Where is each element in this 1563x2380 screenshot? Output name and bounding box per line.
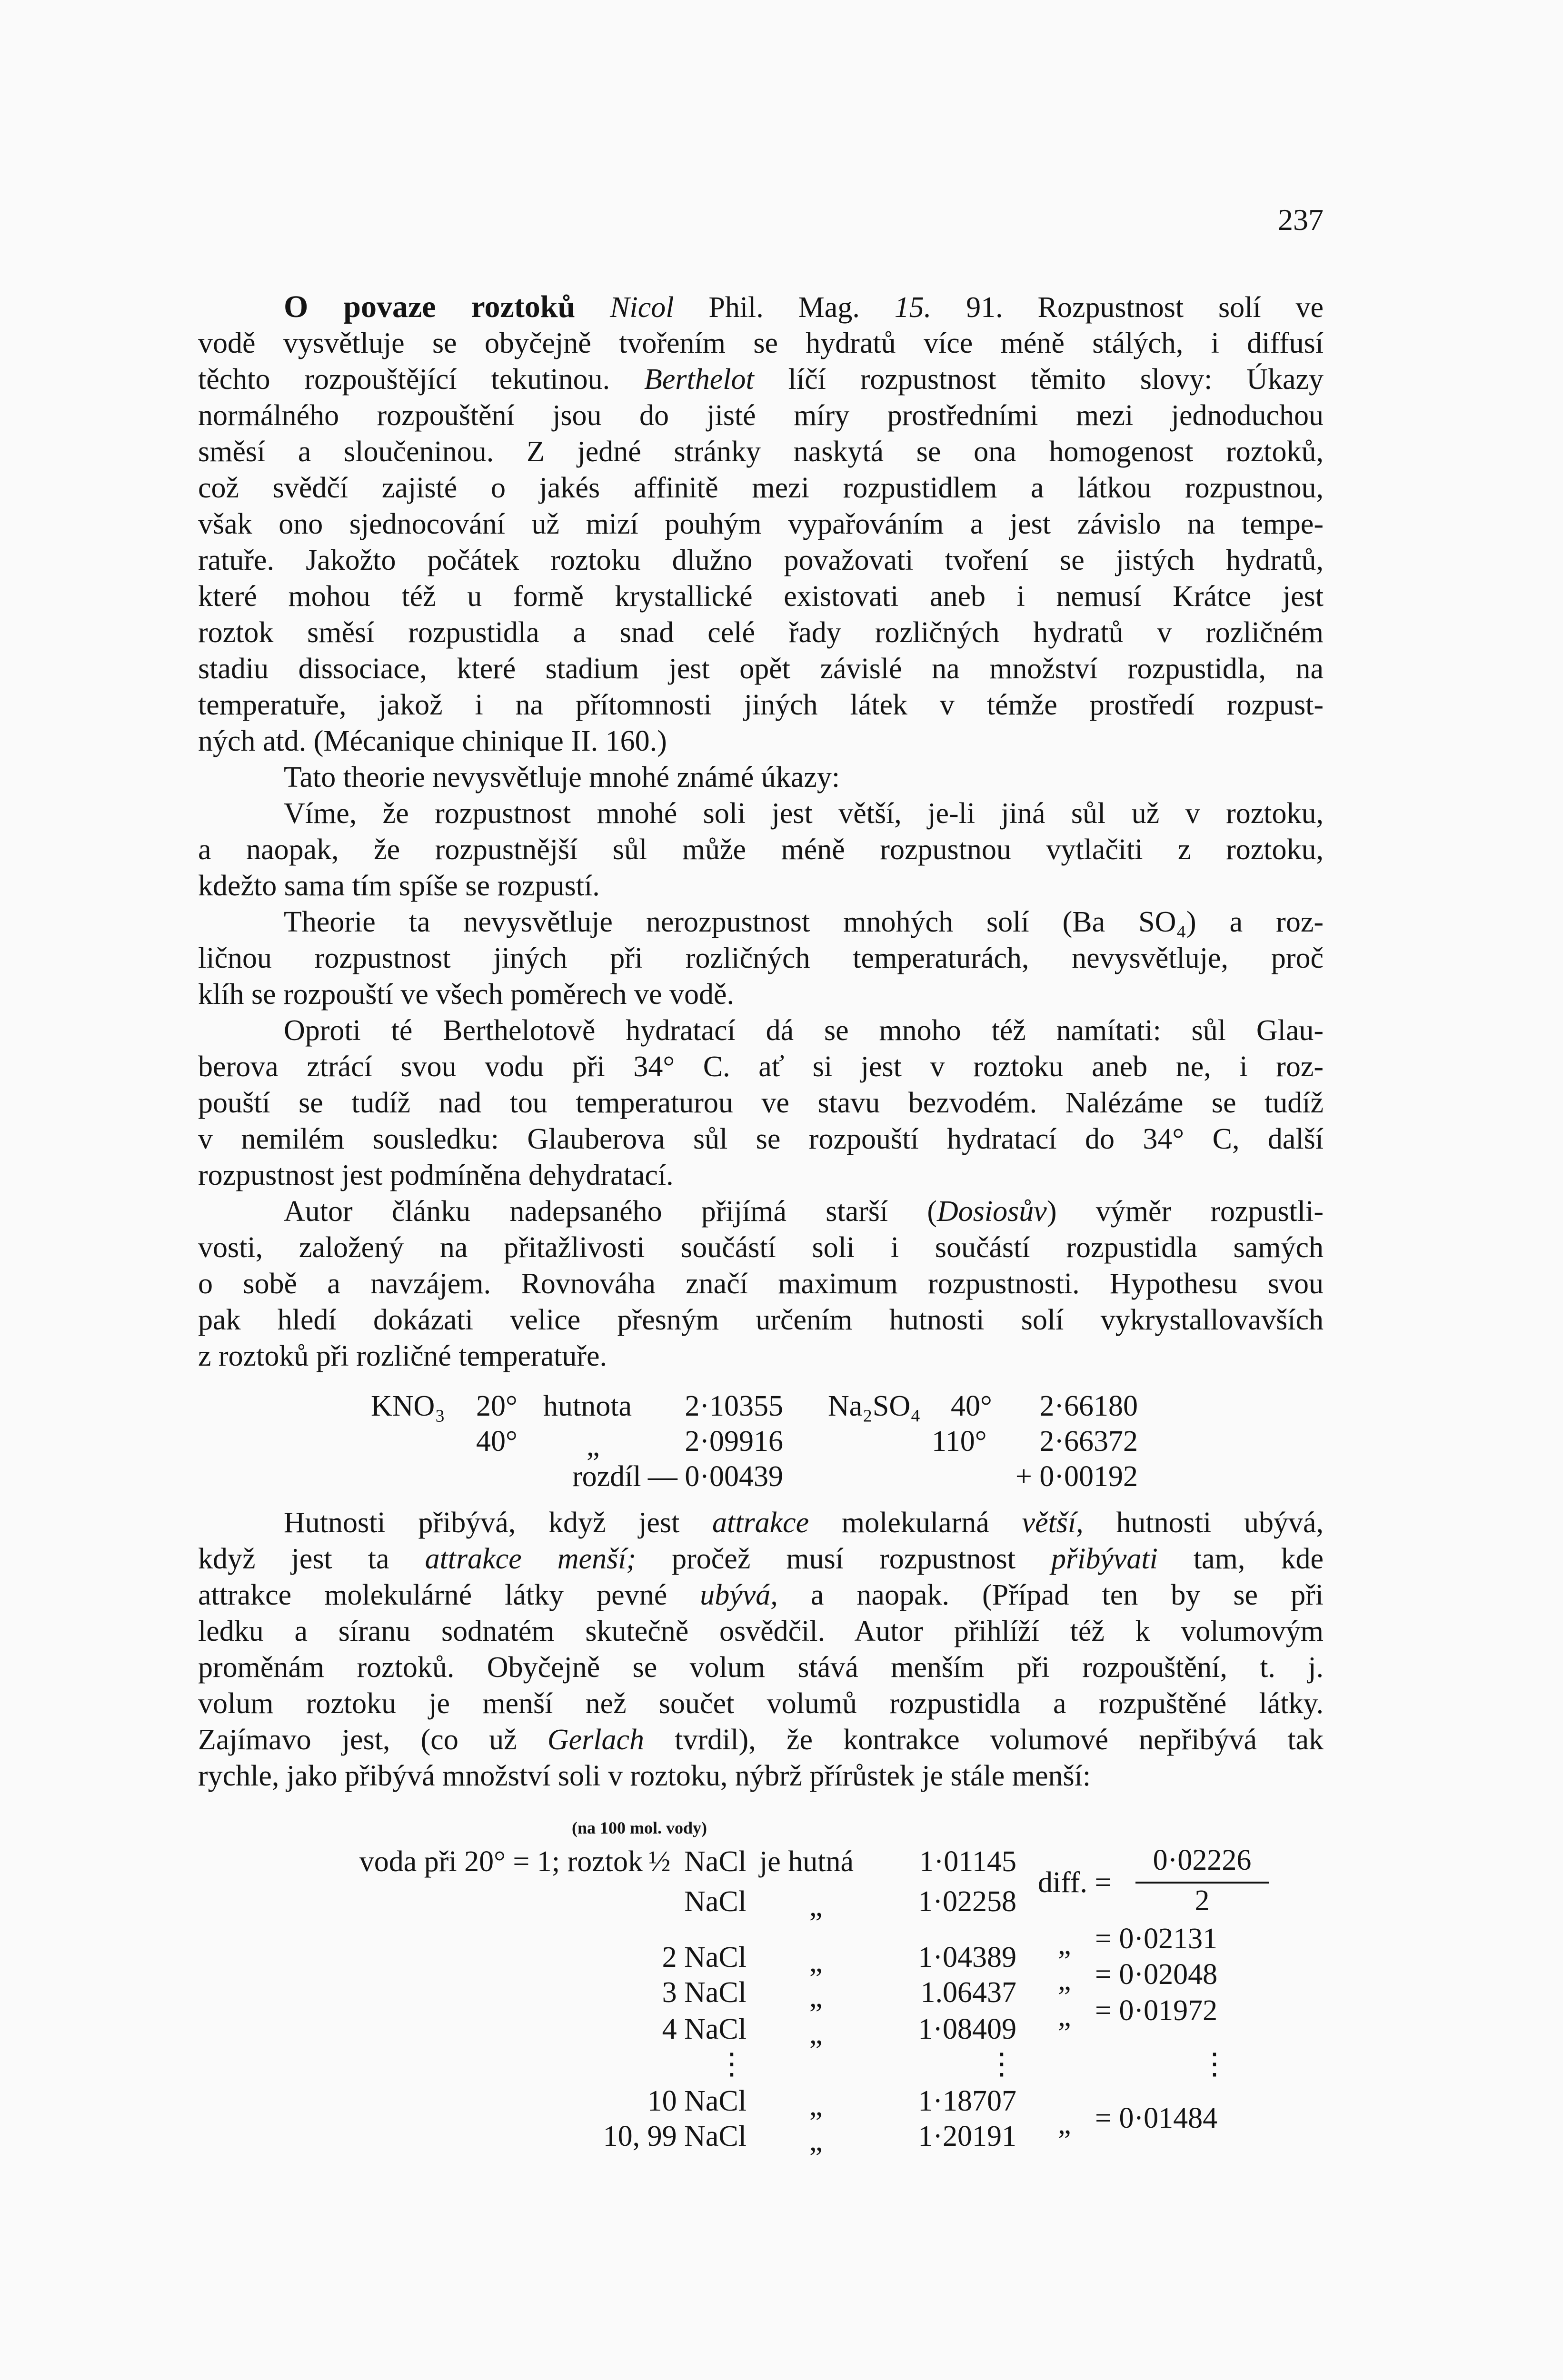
row-amount: 3 NaCl bbox=[662, 1976, 747, 2009]
text-line bbox=[198, 578, 1324, 615]
text-line bbox=[198, 1649, 1324, 1686]
text-line bbox=[198, 1505, 1324, 1541]
text-segment: klíh se rozpouští ve všech poměrech ve vodě. bbox=[198, 978, 734, 1011]
row-density: 1·04389 bbox=[918, 1941, 1016, 1973]
text-segment: rychle, jako přibývá množství soli v roztoku, nýbrž přírůstek je stále menší: bbox=[198, 1760, 1091, 1792]
ditto-mark: „ bbox=[1058, 2108, 1071, 2140]
kno3-ditto: „ bbox=[587, 1430, 600, 1462]
row-amount: 10 NaCl bbox=[647, 2085, 747, 2117]
text-segment: a naopak, že rozpustnější sůl může méně rozpustnou vytlačiti z roztoku, bbox=[198, 833, 1324, 866]
row-density: 1·20191 bbox=[918, 2120, 1016, 2152]
text-line bbox=[198, 1302, 1324, 1338]
emphasis-text: ubývá, bbox=[700, 1579, 778, 1611]
body-text bbox=[198, 289, 1324, 1374]
kno3-diff: — 0·00439 bbox=[647, 1460, 783, 1493]
ditto-mark: „ bbox=[809, 2125, 823, 2157]
text-line bbox=[198, 976, 1324, 1012]
text-segment: ledku a síranu sodnatém skutečně osvědčil. Autor přihlíží též k volumovým bbox=[198, 1615, 1324, 1647]
text-segment: tvrdil), že kontrakce volumové nepřibývá tak bbox=[644, 1724, 1324, 1756]
emphasis-text: Nicol bbox=[610, 291, 674, 324]
text-line bbox=[198, 1121, 1324, 1157]
ditto-mark: „ bbox=[809, 2090, 823, 2122]
text-segment: směsí a sloučeninou. Z jedné stránky naskytá se ona homogenost roztoků, bbox=[198, 436, 1324, 468]
text-segment: však ono sjednocování už mizí pouhým vypařováním a jest závislo na tempe- bbox=[198, 508, 1324, 540]
text-line bbox=[198, 361, 1324, 397]
text-line bbox=[198, 470, 1324, 506]
text-line bbox=[198, 1049, 1324, 1085]
row-amount: 10, 99 NaCl bbox=[603, 2120, 747, 2152]
emphasis-text: přibývati bbox=[1051, 1543, 1158, 1575]
paragraph bbox=[198, 795, 1324, 904]
emphasis-text: attrakce bbox=[712, 1507, 809, 1539]
text-line bbox=[198, 325, 1324, 361]
text-segment: Theorie ta nevysvětluje nerozpustnost mnohých solí (Ba SO₄) a roz- bbox=[284, 906, 1324, 938]
text-line bbox=[198, 1193, 1324, 1230]
row-diff: = 0·01484 bbox=[1095, 2102, 1218, 2134]
text-line bbox=[198, 1338, 1324, 1374]
text-line bbox=[198, 795, 1324, 832]
kno3-value-2: 2·09916 bbox=[685, 1425, 783, 1458]
text-line bbox=[198, 434, 1324, 470]
na2so4-temp-1: 40° bbox=[951, 1390, 992, 1422]
row-density: 1·08409 bbox=[918, 2013, 1016, 2045]
text-segment: pouští se tudíž nad tou temperaturou ve stavu bezvodém. Nalézáme se tudíž bbox=[198, 1087, 1324, 1119]
text-segment: berova ztrácí svou vodu při 34° C. ať si jest v roztoku aneb ne, i roz- bbox=[198, 1051, 1324, 1083]
paragraph bbox=[198, 904, 1324, 1012]
page-number: 237 bbox=[1278, 203, 1324, 237]
text-segment: ) výměr rozpustli- bbox=[1046, 1195, 1324, 1228]
text-segment: v nemilém sousledku: Glauberova sůl se rozpouští hydratací do 34° C, další bbox=[198, 1123, 1324, 1155]
row-diff: = 0·02048 bbox=[1095, 1958, 1218, 1991]
text-segment: attrakce molekulárné látky pevné bbox=[198, 1579, 700, 1611]
row-amount: 4 NaCl bbox=[662, 2013, 747, 2045]
row-density: 1·18707 bbox=[918, 2085, 1016, 2117]
half-fraction: ½ bbox=[648, 1845, 671, 1878]
ditto-mark: „ bbox=[1058, 2000, 1071, 2033]
text-segment: Zajímavo jest, (co už bbox=[198, 1724, 548, 1756]
ditto-mark: „ bbox=[1058, 1928, 1071, 1961]
text-segment: tam, kde bbox=[1157, 1543, 1324, 1575]
diff-label: diff. = bbox=[1038, 1866, 1112, 1899]
na2so4-temp-2: 110° bbox=[932, 1425, 987, 1458]
text-line bbox=[198, 1686, 1324, 1722]
text-segment: Tato theorie nevysvětluje mnohé známé úkazy: bbox=[284, 761, 840, 793]
row-amount: NaCl bbox=[684, 1885, 747, 1918]
kno3-label: hutnota bbox=[543, 1390, 632, 1422]
paragraph-hutnosti bbox=[198, 1505, 1324, 1794]
ditto-mark: „ bbox=[809, 1981, 823, 2013]
table-verb: je hutná bbox=[759, 1845, 854, 1878]
na2so4-diff: + 0·00192 bbox=[1015, 1460, 1138, 1493]
text-segment: vodě vysvětluje se obyčejně tvořením se hydratů více méně stálých, i diffusí bbox=[198, 327, 1324, 359]
text-segment: když jest ta bbox=[198, 1543, 425, 1575]
row-amount: NaCl bbox=[684, 1845, 747, 1878]
text-segment: 91. Rozpustnost solí ve bbox=[931, 291, 1324, 324]
text-line bbox=[198, 289, 1324, 325]
ditto-mark: „ bbox=[809, 1946, 823, 1978]
row-diff: = 0·02131 bbox=[1095, 1923, 1218, 1955]
text-line bbox=[198, 940, 1324, 976]
text-segment: o sobě a navzájem. Rovnováha značí maximum rozpustnosti. Hypothesu svou bbox=[198, 1268, 1324, 1300]
text-line bbox=[198, 1758, 1324, 1794]
kno3-value-1: 2·10355 bbox=[685, 1390, 783, 1422]
ditto-mark: „ bbox=[809, 2018, 823, 2050]
text-line bbox=[198, 723, 1324, 759]
text-line bbox=[198, 1541, 1324, 1577]
text-segment: temperatuře, jakož i na přítomnosti jiných látek v témže prostředí rozpust- bbox=[198, 689, 1324, 721]
text-segment: Phil. Mag. bbox=[674, 291, 895, 324]
na2so4-value-1: 2·66180 bbox=[1039, 1390, 1138, 1422]
text-segment: vosti, založený na přitažlivosti součástí soli i součástí rozpustidla samých bbox=[198, 1231, 1324, 1264]
text-segment: Víme, že rozpustnost mnohé soli jest větší, je-li jiná sůl už v roztoku, bbox=[284, 797, 1324, 830]
row-amount: 2 NaCl bbox=[662, 1941, 747, 1973]
text-line bbox=[198, 1266, 1324, 1302]
text-line bbox=[198, 397, 1324, 434]
row-diff: ⋮ bbox=[1200, 2048, 1229, 2081]
paragraph bbox=[198, 1012, 1324, 1193]
text-line bbox=[198, 832, 1324, 868]
text-segment: volum roztoku je menší než součet volumů rozpustidla a rozpuštěné látky. bbox=[198, 1687, 1324, 1720]
emphasis-text: attrakce menší; bbox=[425, 1543, 637, 1575]
text-segment: molekularná bbox=[809, 1507, 1022, 1539]
ditto-mark: „ bbox=[809, 1890, 823, 1923]
emphasis-text: Berthelot bbox=[644, 363, 754, 396]
text-segment: a naopak. (Případ ten by se při bbox=[777, 1579, 1324, 1611]
text-segment: líčí rozpustnost těmito slovy: Úkazy bbox=[754, 363, 1324, 396]
row-density: ⋮ bbox=[987, 2048, 1016, 2081]
text-line bbox=[198, 651, 1324, 687]
row-density: 1.06437 bbox=[920, 1976, 1016, 2009]
emphasis-text: Gerlach bbox=[547, 1724, 644, 1756]
text-segment: kdežto sama tím spíše se rozpustí. bbox=[198, 870, 600, 902]
emphasis-text: 15. bbox=[894, 291, 932, 324]
table-note: (na 100 mol. vody) bbox=[571, 1818, 707, 1837]
row-amount: ⋮ bbox=[717, 2048, 747, 2081]
text-line bbox=[198, 1085, 1324, 1121]
text-line bbox=[198, 687, 1324, 723]
text-segment bbox=[575, 291, 610, 324]
text-line bbox=[198, 1722, 1324, 1758]
ditto-mark: „ bbox=[1058, 1964, 1071, 1996]
text-line bbox=[198, 1577, 1324, 1613]
text-segment: roztok směsí rozpustidla a snad celé řady rozličných hydratů v rozličném bbox=[198, 616, 1324, 649]
text-line bbox=[198, 615, 1324, 651]
paragraph bbox=[198, 289, 1324, 759]
text-segment: z roztoků při rozličné temperatuře. bbox=[198, 1340, 607, 1372]
text-segment: rozpustnost jest podmíněna dehydratací. bbox=[198, 1159, 674, 1191]
text-line bbox=[198, 759, 1324, 795]
row-density: 1·01145 bbox=[919, 1845, 1016, 1878]
na2so4-formula: Na₂SO₄ bbox=[828, 1390, 921, 1422]
text-segment: Hutnosti přibývá, když jest bbox=[284, 1507, 713, 1539]
text-segment: ných atd. (Mécanique chinique II. 160.) bbox=[198, 725, 667, 757]
diff-numerator: 0·02226 bbox=[1153, 1844, 1252, 1876]
text-segment: pročež musí rozpustnost bbox=[636, 1543, 1052, 1575]
na2so4-value-2: 2·66372 bbox=[1039, 1425, 1138, 1458]
text-line bbox=[198, 1157, 1324, 1193]
text-line bbox=[198, 506, 1324, 542]
table-intro: voda při 20° = 1; roztok bbox=[359, 1845, 643, 1878]
text-line bbox=[198, 904, 1324, 940]
text-segment: ratuře. Jakožto počátek roztoku dlužno považovati tvoření se jistých hydratů, bbox=[198, 544, 1324, 576]
paragraph bbox=[198, 1193, 1324, 1374]
text-segment: ličnou rozpustnost jiných při rozličných temperaturách, nevysvětluje, proč bbox=[198, 942, 1324, 974]
kno3-diff-label: rozdíl bbox=[572, 1460, 641, 1493]
text-segment: Oproti té Berthelotově hydratací dá se mnoho též namítati: sůl Glau- bbox=[284, 1014, 1324, 1047]
text-segment: proměnám roztoků. Obyčejně se volum stává menším při rozpouštění, t. j. bbox=[198, 1651, 1324, 1684]
kno3-temp-2: 40° bbox=[476, 1425, 518, 1458]
text-line bbox=[198, 1613, 1324, 1649]
emphasis-text: Dosiosův bbox=[937, 1195, 1047, 1228]
section-heading: O povaze roztoků bbox=[284, 289, 576, 324]
row-density: 1·02258 bbox=[918, 1885, 1016, 1918]
text-line bbox=[198, 542, 1324, 578]
kno3-temp-1: 20° bbox=[476, 1390, 518, 1422]
text-line bbox=[198, 868, 1324, 904]
text-segment: Autor článku nadepsaného přijímá starší ( bbox=[284, 1195, 937, 1228]
text-segment: normálného rozpouštění jsou do jisté míry prostředními mezi jednoduchou bbox=[198, 399, 1324, 432]
text-segment: stadiu dissociace, které stadium jest opět závislé na množství rozpustidla, na bbox=[198, 653, 1324, 685]
diff-denominator: 2 bbox=[1195, 1884, 1210, 1917]
text-segment: pak hledí dokázati velice přesným určením hutnosti solí vykrystallovavších bbox=[198, 1304, 1324, 1336]
kno3-formula: KNO₃ bbox=[371, 1390, 445, 1422]
text-line bbox=[198, 1230, 1324, 1266]
text-segment: což svědčí zajisté o jakés affinitě mezi rozpustidlem a látkou rozpustnou, bbox=[198, 472, 1324, 504]
paragraph bbox=[198, 759, 1324, 795]
text-segment: které mohou též u formě krystallické existovati aneb i nemusí Krátce jest bbox=[198, 580, 1324, 613]
row-diff: = 0·01972 bbox=[1095, 1994, 1218, 2027]
text-segment: hutnosti ubývá, bbox=[1083, 1507, 1324, 1539]
text-line bbox=[198, 1012, 1324, 1049]
text-segment: těchto rozpouštějící tekutinou. bbox=[198, 363, 645, 396]
emphasis-text: větší, bbox=[1022, 1507, 1084, 1539]
